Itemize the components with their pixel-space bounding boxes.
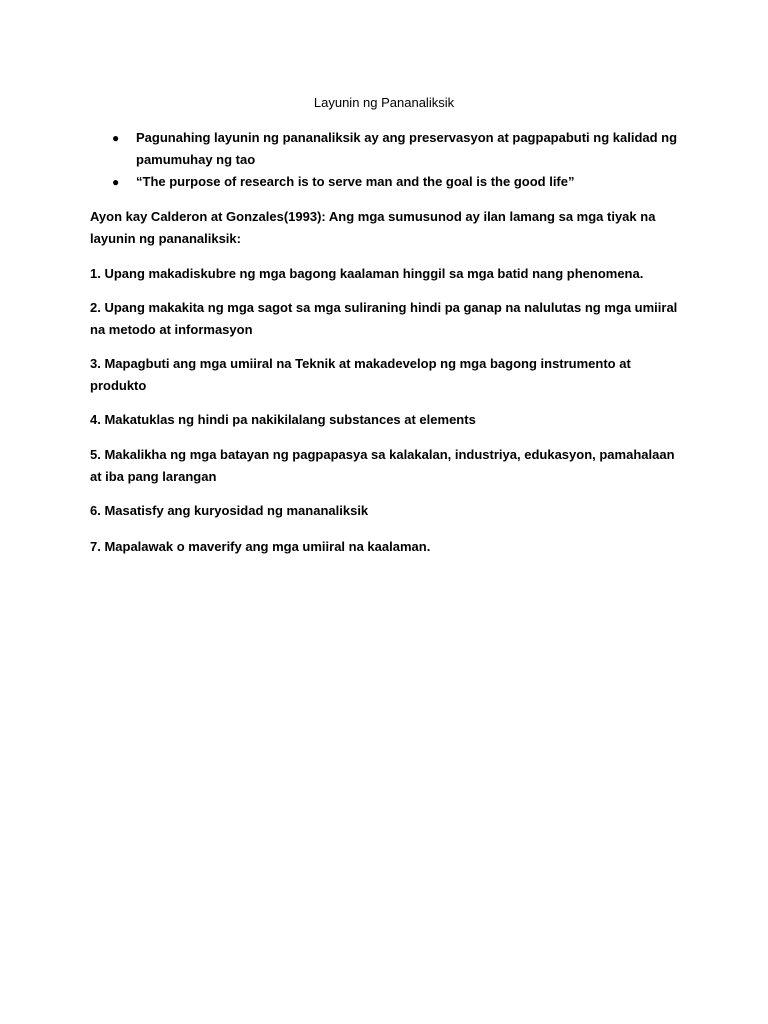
document-title: Layunin ng Pananaliksik bbox=[313, 95, 455, 110]
bullet-item bbox=[112, 171, 712, 193]
bullet-dot-icon: ● bbox=[112, 131, 120, 145]
list-item: 1. Upang makadiskubre ng mga bagong kaalaman hinggil sa mga batid nang phenomena. bbox=[90, 266, 644, 281]
intro-paragraph: Ayon kay Calderon at Gonzales(1993): Ang mga sumusunod ay ilan lamang sa mga tiyak na layunin ng pananaliksik: bbox=[90, 209, 656, 246]
bullet-item bbox=[112, 127, 712, 171]
bullet-dot-icon: ● bbox=[112, 175, 120, 189]
list-item: 2. Upang makakita ng mga sagot sa mga suliraning hindi pa ganap na nalulutas ng mga umiiral na metodo at informasyon bbox=[90, 300, 678, 337]
list-item: 6. Masatisfy ang kuryosidad ng mananaliksik bbox=[90, 503, 369, 518]
list-item: 5. Makalikha ng mga batayan ng pagpapasya sa kalakalan, industriya, edukasyon, pamahalaan at iba pang larangan bbox=[90, 447, 675, 484]
bullet-list bbox=[112, 127, 712, 193]
bullet-text: Pagunahing layunin ng pananaliksik ay ang preservasyon at pagpapabuti ng kalidad ng pamumuhay ng tao bbox=[136, 130, 678, 167]
bullet-text: “The purpose of research is to serve man and the goal is the good life” bbox=[136, 174, 575, 189]
list-item: 3. Mapagbuti ang mga umiiral na Teknik at makadevelop ng mga bagong instrumento at produkto bbox=[90, 356, 631, 393]
list-item: 4. Makatuklas ng hindi pa nakikilalang substances at elements bbox=[90, 412, 476, 427]
list-item: 7. Mapalawak o maverify ang mga umiiral na kaalaman. bbox=[90, 539, 431, 554]
